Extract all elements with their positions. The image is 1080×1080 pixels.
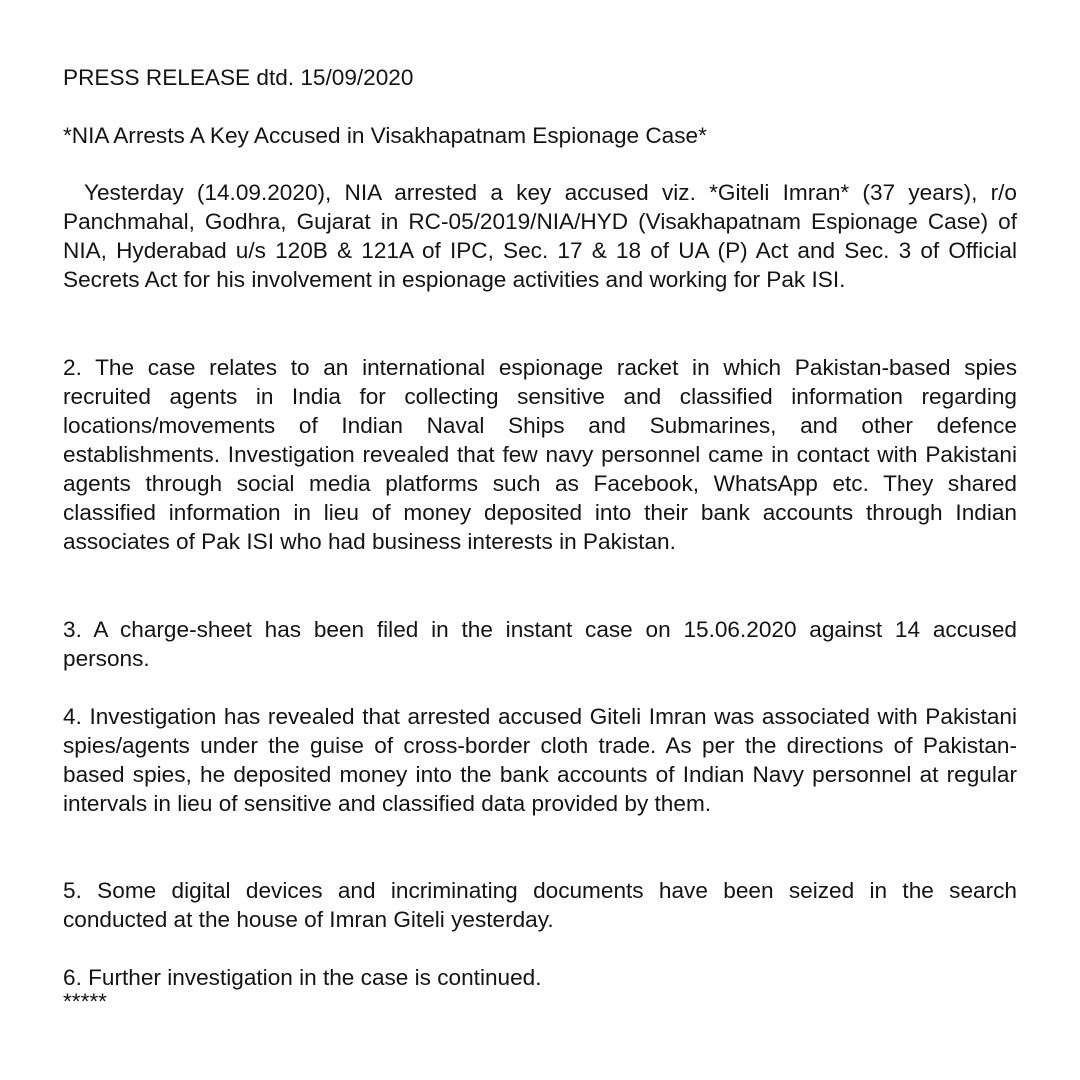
paragraph-3: 3. A charge-sheet has been filed in the instant case on 15.06.2020 against 14 accused persons. xyxy=(63,617,1017,671)
intro-paragraph: Yesterday (14.09.2020), NIA arrested a key accused viz. *Giteli Imran* (37 years), r/o Panchmahal, Godhra, Gujarat in RC-05/2019/NIA/HYD (Visakhapatnam Espionage Case) of NIA, Hyderabad u/s 120B & 121A of IPC, Sec. 17 & 18 of UA (P) Act and Sec. 3 of Official Secrets Act for his involvement in espionage activities and working for Pak ISI. xyxy=(63,180,1017,292)
paragraph-2: 2. The case relates to an international espionage racket in which Pakistan-based spies recruited agents in India for collecting sensitive and classified information regarding locations/movements of Indian Naval Ships and Submarines, and other defence establishments. Investigation revealed that few navy personnel came in contact with Pakistani agents through social media platforms such as Facebook, WhatsApp etc. They shared classified information in lieu of money deposited into their bank accounts through Indian associates of Pak ISI who had business interests in Pakistan. xyxy=(63,355,1017,554)
paragraph-6: 6. Further investigation in the case is continued. xyxy=(63,965,542,990)
press-release-dateline: PRESS RELEASE dtd. 15/09/2020 xyxy=(63,65,414,90)
paragraph-4: 4. Investigation has revealed that arrested accused Giteli Imran was associated with Pakistani spies/agents under the guise of cross-border cloth trade. As per the directions of Pakistan-based spies, he deposited money into the bank accounts of Indian Navy personnel at regular intervals in lieu of sensitive and classified data provided by them. xyxy=(63,704,1017,816)
press-release-title: *NIA Arrests A Key Accused in Visakhapatnam Espionage Case* xyxy=(63,123,707,148)
end-of-release-mark: ***** xyxy=(63,989,107,1014)
paragraph-5: 5. Some digital devices and incriminating documents have been seized in the search conducted at the house of Imran Giteli yesterday. xyxy=(63,878,1017,932)
